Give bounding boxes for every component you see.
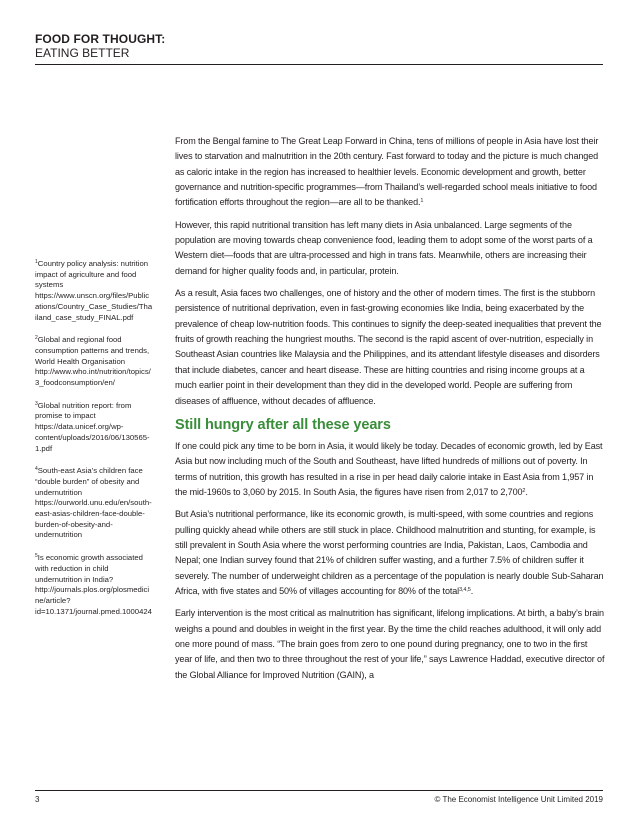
paragraph-text: If one could pick any time to be born in Asia, it would likely be today. Decades of economic growth, led by East Asia but now including much of the South and Southeast, have lifted hundreds of millions out of poverty. In terms of nutrition, this growth has resulted in a rise in per head daily calorie intake in East Asia from 1,957 in the mid-1960s to 3,060 by 2015. In South Asia, the figures have risen from 2,017 to 2,700 — [175, 440, 603, 497]
body-paragraph — [175, 134, 605, 211]
page-number: 3 — [35, 795, 40, 804]
footnote-text: Global nutrition report: from promise to impact https://data.unicef.org/wp-content/uploads/2016/06/130565-1.pdf — [35, 400, 150, 453]
footnote — [35, 551, 153, 617]
footnote-number: 4 — [35, 466, 38, 473]
footnote-text: Country policy analysis: nutrition impact of agriculture and food systems https://www.unscn.org/files/Publications/Country_Case_Studies/Thailand_case_study_FINAL.pdf — [35, 259, 153, 322]
footnote — [35, 399, 153, 455]
paragraph-text: But Asia’s nutritional performance, like its economic growth, is multi-speed, with some countries and regions pulling quickly ahead while others are still stuck in place. Childhood malnutrition and stunting, for example, is still prevalent in South Asia where the worst performing countries are India, Pakistan, Laos, Cambodia and Nepal; one Indian survey found that 21% of children suffer wasting, and a further 7.5% of children suffer it severely. The number of underweight children as a percentage of the population is nearly double Sub-Saharan Africa, with five states and 50% of villages accounting for 80% of the total — [175, 509, 604, 596]
section-heading: Still hungry after all these years — [175, 416, 391, 433]
report-subtitle: EATING BETTER — [35, 46, 130, 60]
paragraph-end: . — [525, 486, 528, 497]
body-paragraph: Early intervention is the most critical as malnutrition has significant, lifelong implications. At birth, a baby’s brain weighs a pound and doubles in weight in the first year. By the time the child reaches adulthood, it will only add one more pound of mass. “The brain goes from zero to one pound during pregnancy, one to two in the first year of life, and then two to three throughout the rest of your life,” says Lawrence Haddad, executive director of the Global Alliance for Improved Nutrition (GAIN), a — [175, 608, 605, 680]
body-paragraph — [175, 507, 605, 599]
footnote-number: 1 — [35, 259, 38, 265]
article-body — [175, 134, 605, 690]
footnote-number: 2 — [35, 335, 38, 342]
footnote-text: South-east Asia’s children face “double burden” of obesity and undernutrition https://ourworld.unu.edu/en/south-east-asias-children-face-double-burden-of-obesity-and-undernutrition — [35, 466, 152, 540]
header-divider — [35, 64, 603, 65]
body-paragraph — [175, 439, 605, 500]
footnote — [35, 257, 153, 323]
footnote — [35, 464, 153, 541]
report-title: FOOD FOR THOUGHT: — [35, 32, 166, 46]
footnote-ref: 3,4,5 — [459, 586, 471, 593]
footnote-ref: 1 — [420, 198, 424, 205]
body-paragraph: However, this rapid nutritional transition has left many diets in Asia unbalanced. Large segments of the population are moving towards cheap convenience food, leading them to adopt some of the worst parts of a Western diet—foods that are ultra-processed and high in trans fats. Meanwhile, others are increasing their demand for higher quality foods and, in particular, protein. — [175, 219, 593, 276]
page-header — [35, 32, 165, 61]
paragraph-end: . — [470, 585, 474, 596]
footnote-ref: 2 — [522, 487, 526, 494]
footnote-text: Global and regional food consumption patterns and trends, World Health Organisation http://www.who.int/nutrition/topics/3_foodconsumption/en/ — [35, 335, 151, 388]
body-paragraph: As a result, Asia faces two challenges, one of history and the other of modern times. The first is the stubborn persistence of nutritional deprivation, even in fast-growing economies like India, being exacerbated by the prevalence of cheap low-nutrition foods. This continues to signify the deep-seated inequalities that prevent the fruits of growth reaching the hungriest mouths. The second is the rapid ascent of over-nutrition, especially in Southeast Asian countries like Malaysia and the Philippines, and its attendant lifestyle diseases and disorders that include diabetes, cancer and heart disease. These are hitting countries and rising income groups at a much earlier point in their development than they did in the developed world. People are suffering from diseases of affluence, without decades of affluence. — [175, 288, 602, 406]
copyright-notice: © The Economist Intelligence Unit Limited 2019 — [434, 795, 603, 804]
footnotes-sidebar — [35, 257, 153, 617]
footnote-text: Is economic growth associated with reduction in child undernutrition in India? http://journals.plos.org/plosmedicine/article?id=10.1371/journal.pmed.1000424 — [35, 553, 152, 616]
footnote — [35, 333, 153, 389]
paragraph-text: From the Bengal famine to The Great Leap Forward in China, tens of millions of people in Asia have lost their lives to starvation and malnutrition in the 20th century. Fast forward to today and the picture is much changed as caloric intake in the region has increased to healthier levels. Economic development and growth, better governance and nutrition-specific programmes—from Thailand’s well-regarded school meals initiative to food fortification efforts throughout the region—are all to be thanked. — [175, 136, 599, 208]
footer-divider — [35, 790, 603, 791]
footnote-number: 5 — [35, 553, 38, 560]
footnote-number: 3 — [35, 400, 38, 407]
